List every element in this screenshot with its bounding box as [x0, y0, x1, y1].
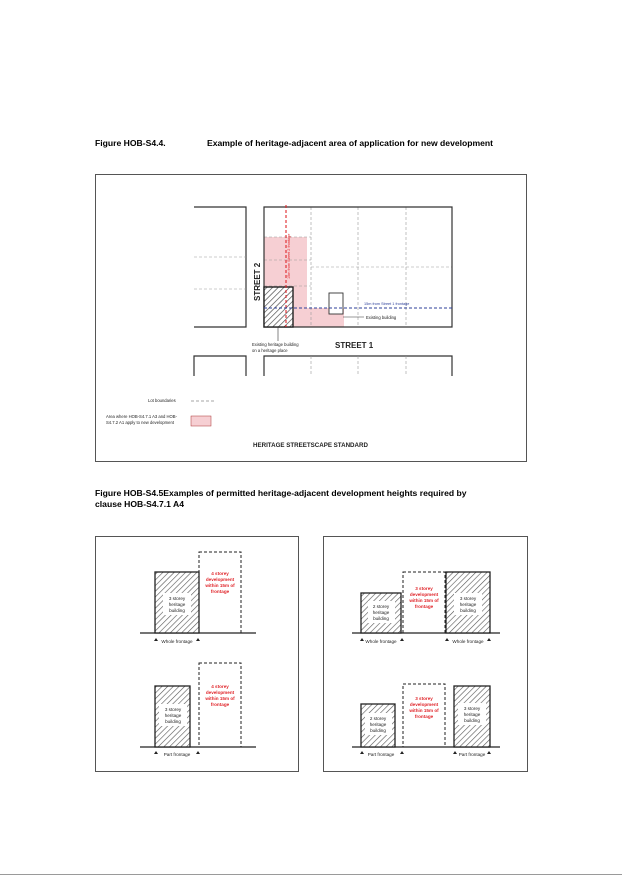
diagram-label: within 15m of	[205, 583, 235, 588]
diagram-label: frontage	[210, 589, 230, 594]
diagram-label: building	[373, 616, 389, 621]
figure-44-title: Example of heritage-adjacent area of application for new development	[207, 138, 494, 148]
diagram-label: Whole frontage	[161, 639, 193, 644]
diagram-label: 2 storey	[369, 716, 387, 721]
figure-45-caption-line2: clause HOB-S4.7.1 A4	[95, 499, 185, 509]
diagram-label: 3 storey	[168, 596, 186, 601]
legend-area-line2: S4.7.2 A1 apply to new development	[106, 420, 174, 425]
diagram-label: heritage	[372, 610, 390, 615]
diagram-label: heritage	[164, 713, 182, 718]
figure-44-footer: HERITAGE STREETSCAPE STANDARD	[253, 442, 368, 449]
existing-building-label: Existing building	[366, 315, 397, 320]
diagram-label: 3 storey	[415, 586, 433, 591]
heritage-building	[264, 287, 293, 327]
diagram-label: within 15m of	[409, 598, 439, 603]
diagram-label: frontage	[210, 702, 230, 707]
diagram-label: Whole frontage	[452, 639, 484, 644]
diagram-label: frontage	[414, 604, 434, 609]
bottom-blocks	[194, 356, 452, 376]
diagram-label: development	[409, 592, 439, 597]
legend-lot-label: Lot boundaries	[148, 398, 176, 403]
diagram-label: 2 storey	[372, 604, 390, 609]
scenario-whole-frontage	[140, 552, 256, 644]
diagram-label: building	[370, 728, 386, 733]
diagram-label: within 15m of	[205, 696, 235, 701]
existing-building	[329, 293, 343, 314]
diagram-label: heritage	[459, 602, 477, 607]
diagram-label: heritage	[463, 712, 481, 717]
diagram-label: building	[169, 608, 185, 613]
figure-44-number: Figure HOB-S4.4.	[95, 138, 166, 148]
heritage-label-line1: Existing heritage building	[252, 342, 299, 347]
street2-label: STREET 2	[253, 262, 262, 301]
street1-frontage-label: 15m from Street 1 frontage	[364, 302, 410, 306]
legend-area-swatch	[191, 416, 211, 426]
diagram-label: development	[205, 577, 235, 582]
diagram-label: building	[460, 608, 476, 613]
scenario-whole-frontage	[352, 572, 500, 644]
heritage-label-line2: on a heritage place	[252, 348, 288, 353]
diagram-label: heritage	[168, 602, 186, 607]
diagram-label: Part frontage	[367, 752, 395, 757]
scenario-part-frontage	[140, 663, 256, 757]
figure-45-right-diagram	[323, 536, 528, 772]
diagram-label: development	[409, 702, 439, 707]
page-bottom-rule	[0, 874, 622, 875]
diagram-label: heritage	[369, 722, 387, 727]
diagram-label: 3 storey	[459, 596, 477, 601]
diagram-label: Whole frontage	[365, 639, 397, 644]
left-block	[194, 207, 246, 327]
figure-44-diagram	[95, 174, 527, 462]
diagram-label: 3 storey	[415, 696, 433, 701]
diagram-label: 3 storey	[164, 707, 182, 712]
figure-45-caption-line1: Figure HOB-S4.5Examples of permitted heritage-adjacent development heights required by	[95, 488, 467, 498]
diagram-label: building	[464, 718, 480, 723]
diagram-label: 3 storey	[463, 706, 481, 711]
diagram-label: Part frontage	[458, 752, 486, 757]
scenario-part-frontage	[352, 684, 500, 757]
diagram-label: 4 storey	[211, 571, 229, 576]
diagram-label: frontage	[414, 714, 434, 719]
diagram-label: within 15m of	[409, 708, 439, 713]
figure-45-left-diagram	[95, 536, 299, 772]
street2-frontage-label: 15m from Street 2 frontage	[287, 233, 291, 279]
diagram-label: 4 storey	[211, 684, 229, 689]
legend-area-line1: Area where HOB-S4.7.1 A3 and HOB-	[106, 414, 177, 419]
diagram-label: building	[165, 719, 181, 724]
street1-label: STREET 1	[335, 341, 374, 350]
diagram-label: development	[205, 690, 235, 695]
diagram-label: Part frontage	[163, 752, 191, 757]
